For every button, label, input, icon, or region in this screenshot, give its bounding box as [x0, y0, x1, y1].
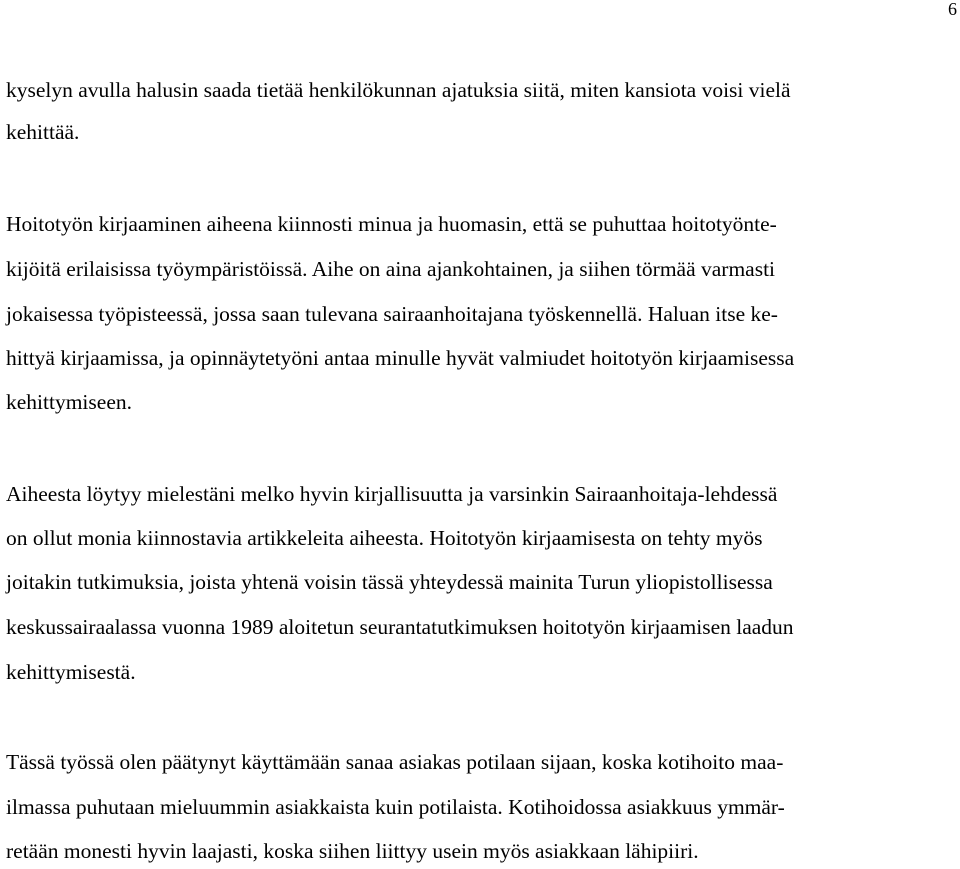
paragraph-3-line-3: joitakin tutkimuksia, joista yhtenä voisin tässä yhteydessä mainita Turun yliopistollisessa	[6, 570, 773, 594]
paragraph-2-line-5: kehittymiseen.	[6, 390, 132, 414]
paragraph-3-line-5: kehittymisestä.	[6, 660, 136, 684]
paragraph-4-line-1: Tässä työssä olen päätynyt käyttämään sanaa asiakas potilaan sijaan, koska kotihoito maa-	[6, 750, 784, 774]
paragraph-3-line-4: keskussairaalassa vuonna 1989 aloitetun seurantatutkimuksen hoitotyön kirjaamisen laadun	[6, 615, 794, 639]
paragraph-1-line-2: kehittää.	[6, 120, 80, 144]
paragraph-2-line-1: Hoitotyön kirjaaminen aiheena kiinnosti minua ja huomasin, että se puhuttaa hoitotyönte-	[6, 212, 777, 236]
paragraph-3-line-2: on ollut monia kiinnostavia artikkeleita aiheesta. Hoitotyön kirjaamisesta on tehty myös	[6, 526, 763, 550]
paragraph-2-line-2: kijöitä erilaisissa työympäristöissä. Aihe on aina ajankohtainen, ja siihen törmää varmasti	[6, 257, 776, 281]
paragraph-2-line-3: jokaisessa työpisteessä, jossa saan tulevana sairaanhoitajana työskennellä. Haluan itse ke-	[6, 302, 778, 326]
page-number: 6	[948, 0, 957, 19]
paragraph-3-line-1: Aiheesta löytyy mielestäni melko hyvin kirjallisuutta ja varsinkin Sairaanhoitaja-lehdessä	[6, 482, 778, 506]
paragraph-4-line-2: ilmassa puhutaan mieluummin asiakkaista kuin potilaista. Kotihoidossa asiakkuus ymmär-	[6, 795, 785, 819]
paragraph-2-line-4: hittyä kirjaamissa, ja opinnäytetyöni antaa minulle hyvät valmiudet hoitotyön kirjaamisessa	[6, 346, 795, 370]
paragraph-4-line-3: retään monesti hyvin laajasti, koska siihen liittyy usein myös asiakkaan lähipiiri.	[6, 839, 699, 863]
paragraph-1-line-1: kyselyn avulla halusin saada tietää henkilökunnan ajatuksia siitä, miten kansiota voisi vielä	[6, 78, 791, 102]
